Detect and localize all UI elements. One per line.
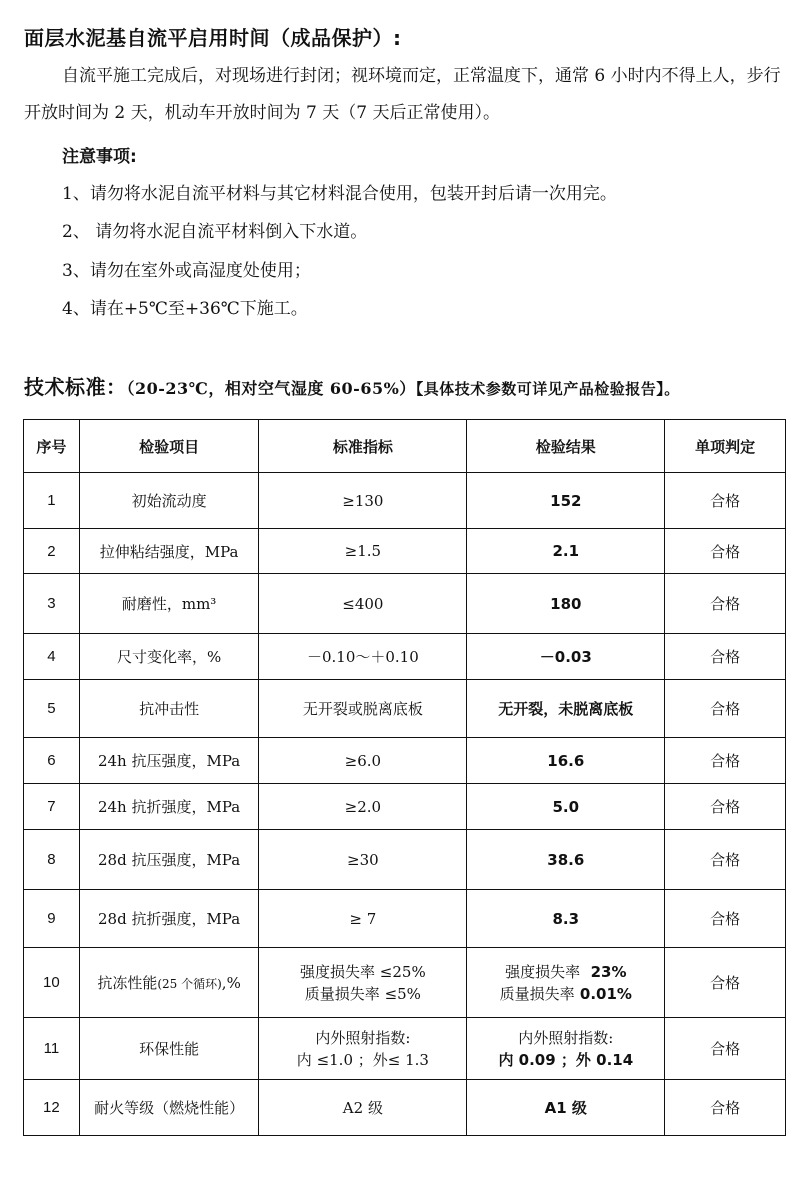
cell-verdict: 合格 bbox=[665, 890, 786, 948]
table-row bbox=[24, 680, 786, 738]
note-item: 1、请勿将水泥自流平材料与其它材料混合使用，包装开封后请一次用完。 bbox=[62, 184, 617, 204]
cell-no: 9 bbox=[24, 890, 80, 948]
cell-no: 8 bbox=[24, 830, 80, 890]
cell-result bbox=[467, 948, 665, 1018]
table-row bbox=[24, 1018, 786, 1080]
cell-item bbox=[79, 948, 259, 1018]
cell-item: 拉伸粘结强度，MPa bbox=[79, 529, 259, 574]
cell-no: 5 bbox=[24, 680, 80, 738]
result-label: 强度损失率 bbox=[505, 962, 581, 981]
cell-item: 初始流动度 bbox=[79, 473, 259, 529]
cell-standard bbox=[259, 948, 467, 1018]
cell-item: 耐火等级（燃烧性能） bbox=[79, 1080, 259, 1136]
test-condition: （20-23℃，相对空气湿度 60-65%） bbox=[126, 379, 416, 398]
cell-result: 38.6 bbox=[467, 830, 665, 890]
result-line bbox=[471, 961, 660, 983]
cell-standard: ≥6.0 bbox=[259, 738, 467, 784]
cell-result bbox=[467, 1018, 665, 1080]
cell-standard: A2 级 bbox=[259, 1080, 467, 1136]
cell-verdict: 合格 bbox=[665, 830, 786, 890]
table-row bbox=[24, 529, 786, 574]
cell-item: 耐磨性，mm³ bbox=[79, 574, 259, 634]
table-row bbox=[24, 830, 786, 890]
cell-item: 24h 抗压强度，MPa bbox=[79, 738, 259, 784]
cell-verdict: 合格 bbox=[665, 784, 786, 830]
cell-verdict: 合格 bbox=[665, 529, 786, 574]
cell-verdict: 合格 bbox=[665, 1018, 786, 1080]
result-line: 内外照射指数: bbox=[518, 1028, 614, 1047]
cell-no: 10 bbox=[24, 948, 80, 1018]
result-label: 质量损失率 bbox=[499, 984, 575, 1003]
cell-standard: ≥ 7 bbox=[259, 890, 467, 948]
table-row bbox=[24, 890, 786, 948]
standard-line: 强度损失率 ≤25% bbox=[300, 962, 426, 981]
cell-verdict: 合格 bbox=[665, 738, 786, 784]
cell-standard: ≥30 bbox=[259, 830, 467, 890]
cell-standard: ≤400 bbox=[259, 574, 467, 634]
table-row bbox=[24, 634, 786, 680]
cell-standard: ≥130 bbox=[259, 473, 467, 529]
table-row bbox=[24, 574, 786, 634]
header-result: 检验结果 bbox=[467, 420, 665, 473]
table-row bbox=[24, 948, 786, 1018]
cell-verdict: 合格 bbox=[665, 680, 786, 738]
intro-paragraph: 自流平施工完成后，对现场进行封闭；视环境而定，正常温度下，通常 6 小时内不得上人，步行开放时间为 2 天，机动车开放时间为 7 天（7 天后正常使用）。 bbox=[24, 66, 781, 123]
cell-standard: ≥1.5 bbox=[259, 529, 467, 574]
cell-verdict: 合格 bbox=[665, 473, 786, 529]
cell-item: 抗冲击性 bbox=[79, 680, 259, 738]
cell-verdict: 合格 bbox=[665, 634, 786, 680]
table-row bbox=[24, 738, 786, 784]
result-line: 内 0.09 ；外 0.14 bbox=[498, 1050, 634, 1069]
cell-item: 28d 抗压强度，MPa bbox=[79, 830, 259, 890]
cell-no: 6 bbox=[24, 738, 80, 784]
table-row bbox=[24, 1080, 786, 1136]
result-value: 23% bbox=[590, 962, 627, 981]
cell-result: 16.6 bbox=[467, 738, 665, 784]
section-title-protection: 面层水泥基自流平启用时间（成品保护）: bbox=[24, 26, 402, 50]
cell-result: A1 级 bbox=[467, 1080, 665, 1136]
cell-verdict: 合格 bbox=[665, 574, 786, 634]
spec-table bbox=[23, 419, 786, 1136]
note-item: 3、请勿在室外或高湿度处使用； bbox=[62, 261, 311, 281]
cell-standard: 无开裂或脱离底板 bbox=[259, 680, 467, 738]
header-no: 序号 bbox=[24, 420, 80, 473]
cell-no: 4 bbox=[24, 634, 80, 680]
result-value: 0.01% bbox=[579, 984, 632, 1003]
section-title-tech-standard bbox=[24, 371, 680, 400]
result-line bbox=[471, 983, 660, 1005]
cell-no: 11 bbox=[24, 1018, 80, 1080]
cell-no: 12 bbox=[24, 1080, 80, 1136]
note-item: 2、 请勿将水泥自流平材料倒入下水道。 bbox=[62, 222, 368, 242]
cell-item: 28d 抗折强度，MPa bbox=[79, 890, 259, 948]
cell-verdict: 合格 bbox=[665, 1080, 786, 1136]
cell-no: 3 bbox=[24, 574, 80, 634]
item-cycles: (25 个循环) bbox=[157, 977, 222, 991]
cell-no: 7 bbox=[24, 784, 80, 830]
cell-item: 环保性能 bbox=[79, 1018, 259, 1080]
item-unit: ,% bbox=[221, 974, 241, 992]
cell-result: 8.3 bbox=[467, 890, 665, 948]
standard-line: 内 ≤1.0 ；外≤ 1.3 bbox=[296, 1050, 429, 1069]
cell-result: －0.03 bbox=[467, 634, 665, 680]
header-verdict: 单项判定 bbox=[665, 420, 786, 473]
cell-no: 1 bbox=[24, 473, 80, 529]
cell-result: 5.0 bbox=[467, 784, 665, 830]
item-main: 抗冻性能 bbox=[97, 974, 158, 992]
cell-item: 24h 抗折强度，MPa bbox=[79, 784, 259, 830]
standard-line: 内外照射指数: bbox=[315, 1028, 411, 1047]
table-row bbox=[24, 473, 786, 529]
cell-result: 180 bbox=[467, 574, 665, 634]
report-note: 【具体技术参数可详见产品检验报告】。 bbox=[415, 380, 680, 398]
notes-title: 注意事项: bbox=[62, 147, 137, 167]
note-item: 4、请在+5℃至+36℃下施工。 bbox=[62, 299, 308, 319]
table-header-row bbox=[24, 420, 786, 473]
cell-result: 2.1 bbox=[467, 529, 665, 574]
cell-verdict: 合格 bbox=[665, 948, 786, 1018]
cell-item: 尺寸变化率，% bbox=[79, 634, 259, 680]
cell-standard bbox=[259, 1018, 467, 1080]
cell-result: 无开裂，未脱离底板 bbox=[467, 680, 665, 738]
standard-line: 质量损失率 ≤5% bbox=[304, 984, 421, 1003]
header-item: 检验项目 bbox=[79, 420, 259, 473]
cell-no: 2 bbox=[24, 529, 80, 574]
header-standard: 标准指标 bbox=[259, 420, 467, 473]
cell-standard: ≥2.0 bbox=[259, 784, 467, 830]
cell-standard: －0.10～＋0.10 bbox=[259, 634, 467, 680]
tech-standard-label: 技术标准： bbox=[24, 375, 127, 399]
cell-result: 152 bbox=[467, 473, 665, 529]
table-row bbox=[24, 784, 786, 830]
